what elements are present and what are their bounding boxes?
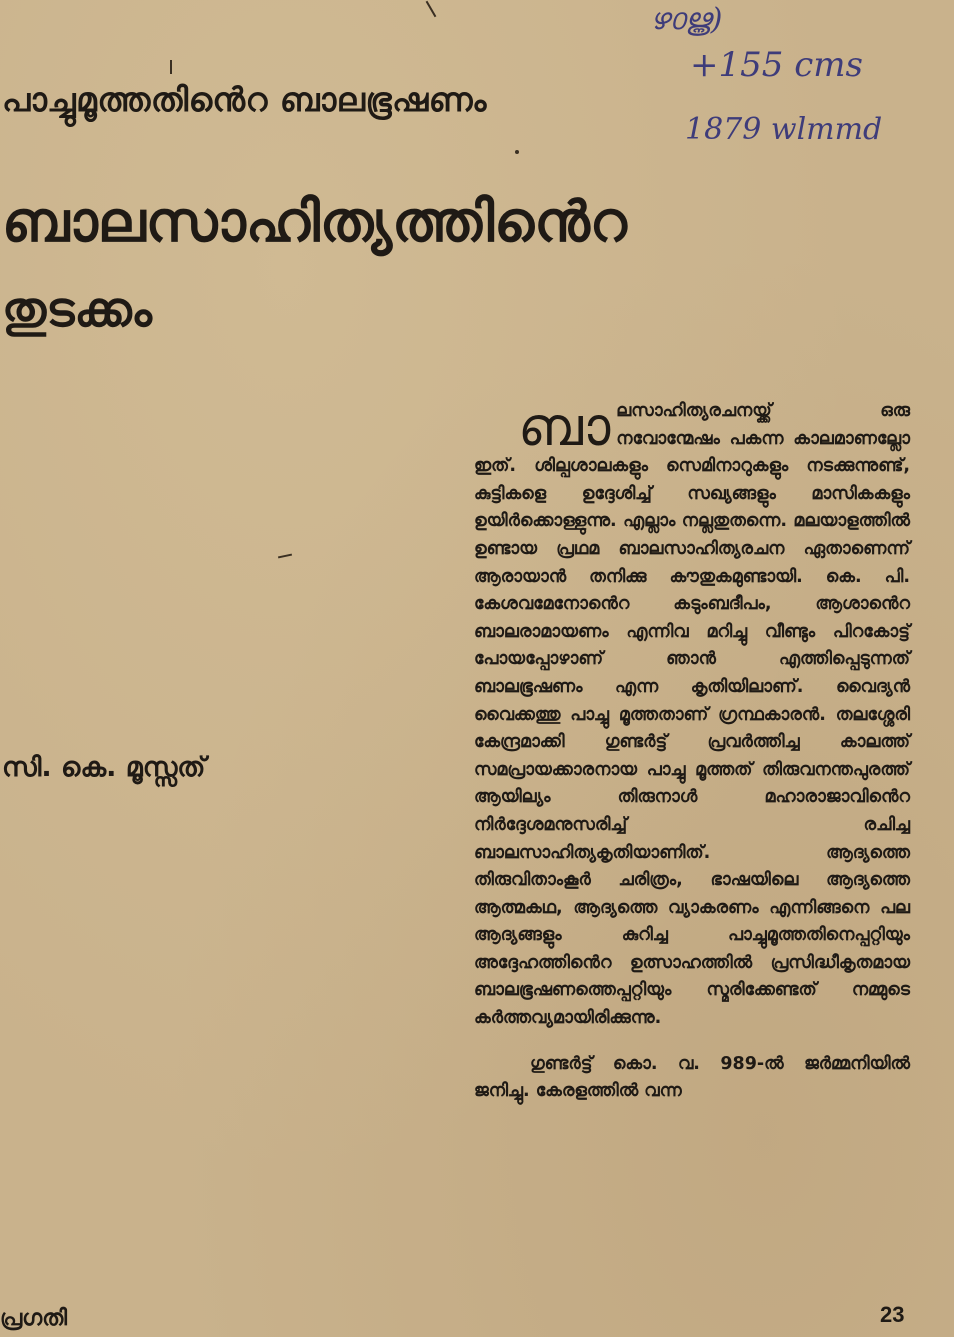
article-subtitle: തുടക്കം	[2, 282, 152, 338]
drop-cap: ബാ	[518, 395, 611, 458]
paragraph-2: ഗുണ്ടർട്ട് കൊ. വ. 989-ൽ ജർമ്മനിയിൽ ജനിച്ചു. കേരളത്തിൽ വന്ന	[474, 1053, 910, 1102]
handwritten-annotation	[640, 0, 950, 170]
article-title: ബാലസാഹിത്യത്തിൻെറ	[2, 190, 627, 255]
ink-speck	[170, 60, 172, 74]
handwritten-line-2: +155 cms	[690, 45, 863, 85]
paragraph-1-text: ലസാഹിത്യരചനയ്ക്ക് ഒരു നവോന്മേഷം പകന്ന കാലമാണല്ലോ ഇത്. ശില്പശാലകളും സെമിനാറുകളും നടക്കുന്നുണ്ട്, കുട്ടികളെ ഉദ്ദേശിച്ച് സഖ്യങ്ങളും മാസികകളും ഉയിർക്കൊള്ളുന്നു. എല്ലാം നല്ലതുതന്നെ. മലയാളത്തിൽ ഉണ്ടായ പ്രഥമ ബാലസാഹിത്യരചന ഏതാണെന്ന് ആരായാൻ തനിക്കു കൗതുകമുണ്ടായി. കെ. പി. കേശവമേനോൻെറ കടുംബദീപം, ആശാൻെറ ബാലരാമായണം എന്നിവ മറിച്ചു വീണ്ടും പിറകോട്ട് പോയപ്പോഴാണ് ഞാൻ എത്തിപ്പെടുന്നത് ബാലഭൂഷണം എന്ന കൃതിയിലാണ്. വൈദ്യൻ വൈക്കത്തു പാച്ചു മൂത്തതാണ് ഗ്രന്ഥകാരൻ. തലശ്ശേരി കേന്ദ്രമാക്കി ഗുണ്ടർട്ട് പ്രവർത്തിച്ച കാലത്ത് സമപ്രായക്കാരനായ പാച്ചു മൂത്തത് തിരുവനന്തപുരത്ത് ആയില്യം തിരുനാൾ മഹാരാജാവിൻെറ നിർദ്ദേശമനുസരിച്ച് രചിച്ച ബാലസാഹിത്യകൃതിയാണിത്. ആദ്യത്തെ തിരുവിതാംകൂർ ചരിത്രം, ഭാഷയിലെ ആദ്യത്തെ ആത്മകഥ, ആദ്യത്തെ വ്യാകരണം എന്നിങ്ങനെ പല ആദ്യങ്ങളും കുറിച്ച പാച്ചുമൂത്തതിനെപ്പറ്റിയും അദ്ദേഹത്തിൻെറ ഉത്സാഹത്തിൽ പ്രസിദ്ധീകൃതമായ ബാലഭൂഷണത്തെപ്പറ്റിയും സ്മരിക്കേണ്ടത് നമ്മുടെ കർത്തവ്യമായിരിക്കുന്നു.	[474, 401, 910, 1029]
magazine-name: പ്രഗതി	[0, 1306, 68, 1331]
paragraph-1	[474, 395, 910, 1033]
ink-speck	[515, 150, 519, 154]
handwritten-line-3: 1879 wlmmd	[685, 112, 883, 147]
page-number: 23	[880, 1302, 905, 1327]
article-author: സി. കെ. മൂസ്സത്	[2, 752, 206, 783]
ink-speck	[278, 554, 292, 559]
ink-speck	[426, 1, 437, 18]
handwritten-line-1: ഴ൦ൠ)	[650, 2, 723, 37]
article-body	[474, 395, 910, 1118]
article-kicker: പാച്ചുമൂത്തതിൻെറ ബാലഭൂഷണം	[2, 80, 487, 119]
